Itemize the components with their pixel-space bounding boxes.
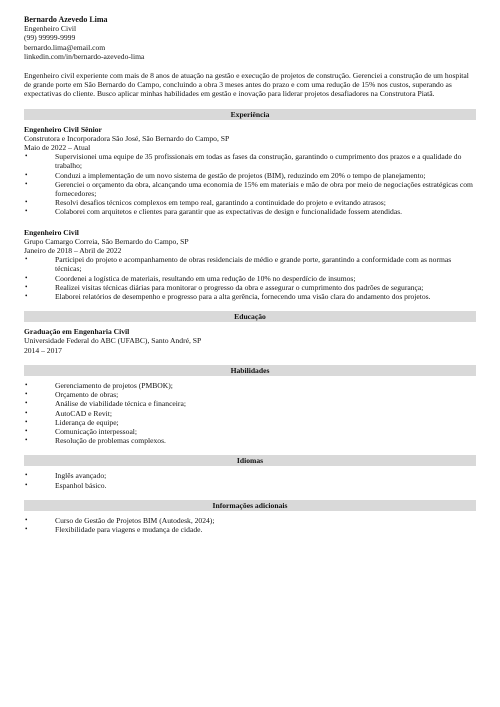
list-item: • Gerenciamento de projetos (PMBOK); <box>25 380 173 390</box>
job-title: Engenheiro Civil <box>24 227 79 237</box>
bullet-icon: • <box>25 255 28 264</box>
professional-summary: Engenheiro civil experiente com mais de 8 anos de atuação na gestão e execução de projetos de construção. Gerenciei a construção de um hospital de grande porte em São Bernardo do Campo, concluindo a obra 3 meses antes do prazo e com uma redução de 15% nos custos, superando as expectativas do cliente. Busco aplicar minhas habilidades em gestão e inovação para liderar projetos desafiadores na Construtora Piatã. <box>24 71 469 99</box>
education-entry <box>24 327 476 355</box>
bullet-icon: • <box>25 179 28 188</box>
skills-list <box>24 381 476 445</box>
list-item: • Participei do projeto e acompanhamento de obras residenciais de médio e grande porte, garantindo a conformidade com as normas técnicas; <box>25 255 452 274</box>
job-company: Construtora e Incorporadora São José, São Bernardo do Campo, SP <box>24 133 230 143</box>
candidate-role: Engenheiro Civil <box>24 24 77 34</box>
list-item: • Realizei visitas técnicas diárias para monitorar o progresso da obra e assegurar o cumprimento dos padrões de segurança; <box>25 282 424 292</box>
bullet-icon: • <box>25 408 28 417</box>
list-item: • Liderança de equipe; <box>25 417 119 427</box>
list-item: • Inglês avançado; <box>25 471 107 481</box>
bullet-icon: • <box>25 390 28 399</box>
list-item: • Espanhol básico. <box>25 480 107 490</box>
job-entry <box>24 228 476 302</box>
bullet-icon: • <box>25 282 28 291</box>
list-item: • Gerenciei o orçamento da obra, alcançando uma economia de 15% em materiais e mão de obra por meio de negociações estratégicas com fornecedores; <box>25 179 473 199</box>
section-header-skills: Habilidades <box>24 365 476 376</box>
bullet-icon: • <box>25 426 28 435</box>
bullet-icon: • <box>25 198 28 207</box>
contact-header <box>24 15 476 61</box>
job-entry <box>24 125 476 217</box>
bullet-icon: • <box>25 292 28 301</box>
bullet-icon: • <box>25 152 28 161</box>
list-item: • Conduzi a implementação de um novo sistema de gestão de projetos (BIM), reduzindo em 20% o tempo de planejamento; <box>25 170 426 180</box>
bullet-icon: • <box>25 480 28 489</box>
job-dates: Maio de 2022 – Atual <box>24 143 91 153</box>
job-title: Engenheiro Civil Sênior <box>24 124 102 134</box>
section-header-education: Educação <box>24 311 476 322</box>
phone-number: (99) 99999-9999 <box>24 33 76 43</box>
list-item: • Análise de viabilidade técnica e financeira; <box>25 399 186 409</box>
bullet-icon: • <box>25 436 28 445</box>
list-item: • Resolvi desafios técnicos complexos em tempo real, garantindo a continuidade do projeto e evitando atrasos; <box>25 198 386 208</box>
section-header-additional-info: Informações adicionais <box>24 500 476 511</box>
education-dates: 2014 – 2017 <box>24 345 62 355</box>
job-responsibilities-list <box>24 152 476 216</box>
list-item: • Colaborei com arquitetos e clientes para garantir que as expectativas de design e funcionalidade fossem atendidas. <box>25 207 403 217</box>
list-item: • Flexibilidade para viagens e mudança de cidade. <box>25 524 203 534</box>
list-item: • Coordenei a logística de materiais, resultando em uma redução de 10% no desperdício de insumos; <box>25 273 356 283</box>
job-dates: Janeiro de 2018 – Abril de 2022 <box>24 246 122 256</box>
list-item: • Comunicação interpessoal; <box>25 426 138 436</box>
list-item: • Elaborei relatórios de desempenho e progresso para a alta gerência, fornecendo uma visão clara do andamento dos projetos. <box>25 292 431 302</box>
bullet-icon: • <box>25 417 28 426</box>
section-header-experience: Experiência <box>24 109 476 120</box>
list-item: • Curso de Gestão de Projetos BIM (Autodesk, 2024); <box>25 515 215 525</box>
list-item: • Supervisionei uma equipe de 35 profissionais em todas as fases da construção, garantindo o cumprimento dos prazos e a qualidade do trabalho; <box>25 152 462 171</box>
list-item: • Orçamento de obras; <box>25 390 119 400</box>
email-address[interactable]: bernardo.lima@email.com <box>24 42 106 52</box>
list-item: • AutoCAD e Revit; <box>25 408 112 418</box>
list-item: • Resolução de problemas complexos. <box>25 436 166 446</box>
additional-info-list <box>24 516 476 534</box>
linkedin-url[interactable]: linkedin.com/in/bernardo-azevedo-lima <box>24 51 145 61</box>
bullet-icon: • <box>25 399 28 408</box>
bullet-icon: • <box>25 273 28 282</box>
bullet-icon: • <box>25 380 28 389</box>
school-name: Universidade Federal do ABC (UFABC), Santo André, SP <box>24 336 202 346</box>
degree-title: Graduação em Engenharia Civil <box>24 327 130 337</box>
job-company: Grupo Camargo Correia, São Bernardo do Campo, SP <box>24 236 189 246</box>
bullet-icon: • <box>25 524 28 533</box>
candidate-name: Bernardo Azevedo Lima <box>24 15 108 24</box>
job-responsibilities-list <box>24 255 476 301</box>
bullet-icon: • <box>25 515 28 524</box>
section-header-languages: Idiomas <box>24 455 476 466</box>
resume-page <box>24 15 476 534</box>
bullet-icon: • <box>25 170 28 179</box>
languages-list <box>24 471 476 489</box>
bullet-icon: • <box>25 471 28 480</box>
bullet-icon: • <box>25 207 28 216</box>
